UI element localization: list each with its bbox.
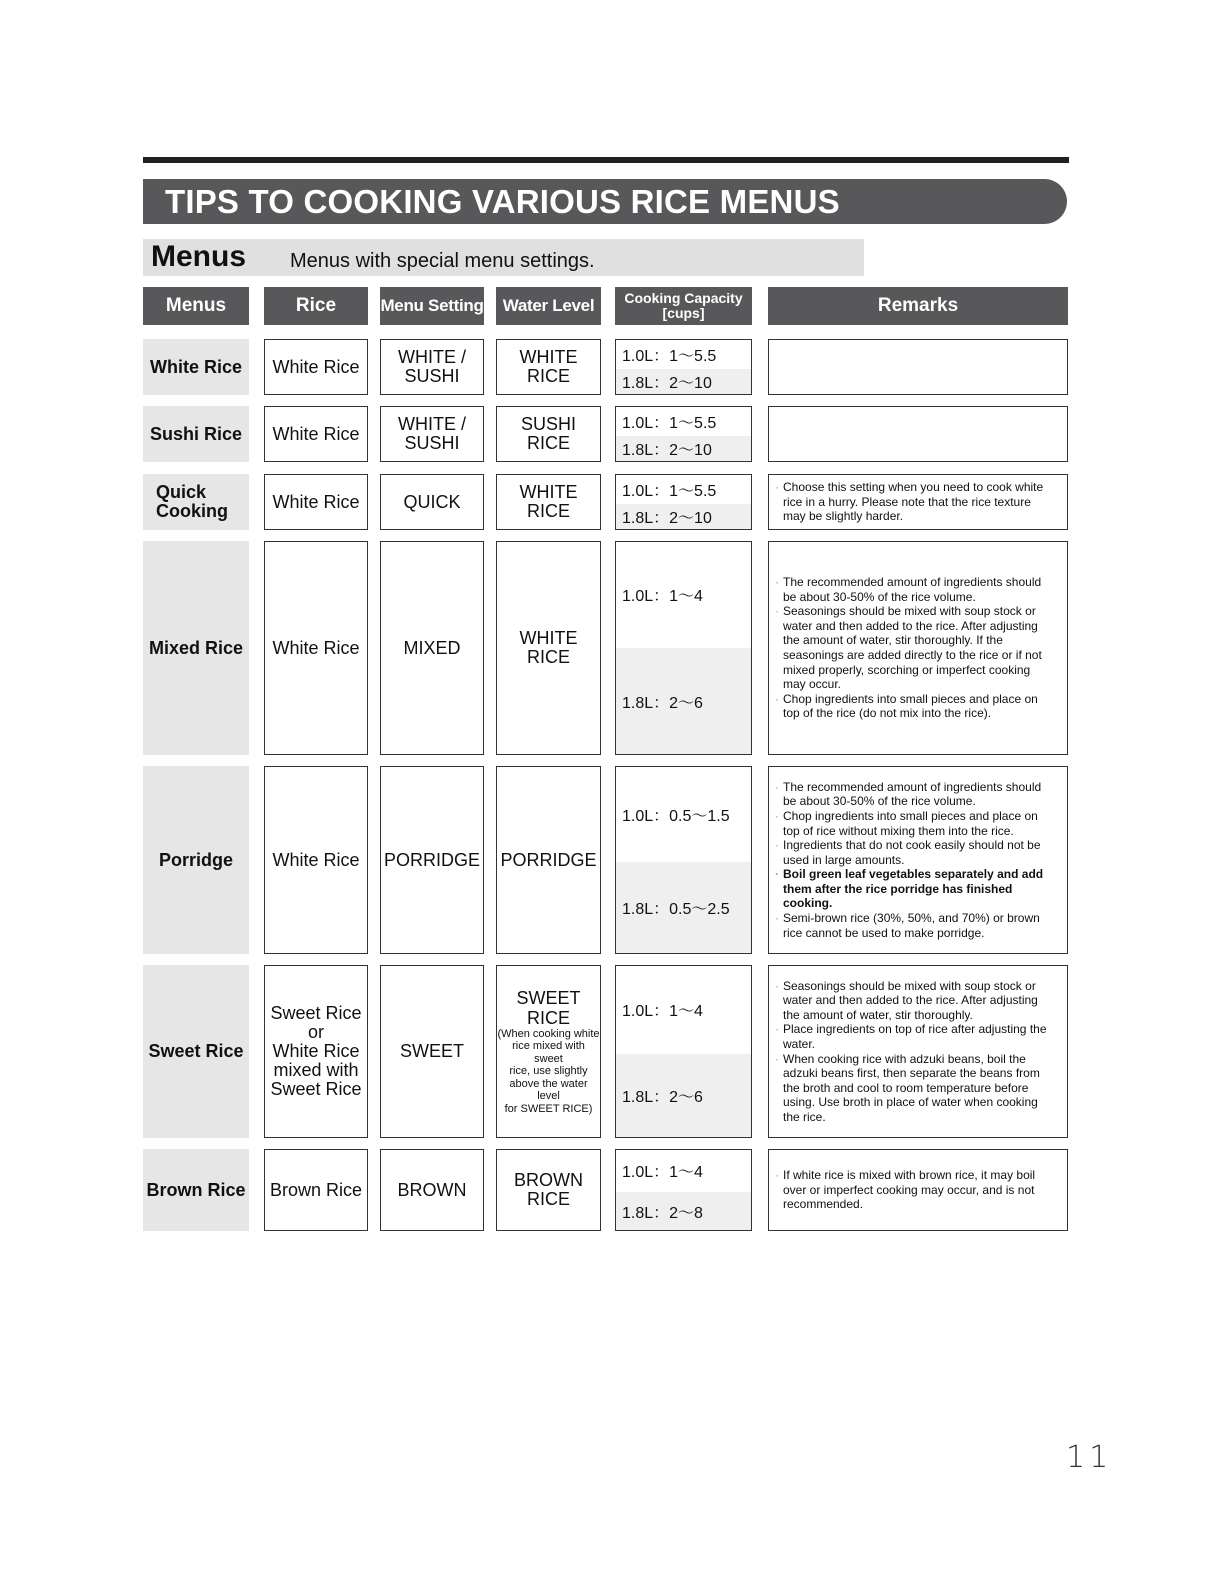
rice-type-line: or: [307, 1022, 324, 1042]
water-level: SUSHI RICE: [496, 406, 601, 462]
cooking-capacity: [615, 965, 752, 1138]
water-level-label: SWEET RICE: [516, 987, 581, 1028]
remark-item: · Seasonings should be mixed with soup stock or water and then added to the rice. After adjusting the amount of water, stir thoroughly.: [783, 979, 1055, 1023]
rice-type-line: Sweet Rice: [270, 1003, 362, 1023]
water-level: WHITE RICE: [496, 339, 601, 395]
water-level: [496, 965, 601, 1138]
remark-item: · The recommended amount of ingredients should be about 30-50% of the rice volume.: [783, 575, 1055, 604]
menu-name: White Rice: [143, 339, 249, 395]
rice-type-line: Sweet Rice: [270, 1079, 362, 1099]
capacity-1-8l: 1.8L：0.5～2.5: [616, 862, 751, 953]
capacity-1-0l: 1.0L：1～4: [616, 1150, 751, 1191]
rice-type: White Rice: [264, 541, 368, 755]
rice-type: White Rice: [264, 474, 368, 530]
menu-setting: BROWN: [380, 1149, 484, 1231]
cooking-capacity: [615, 474, 752, 530]
capacity-1-0l: 1.0L：1～5.5: [616, 340, 751, 368]
header-water-level: Water Level: [496, 287, 601, 325]
capacity-1-8l: 1.8L：2～6: [616, 1054, 751, 1137]
menu-setting-line: WHITE /: [398, 414, 466, 434]
water-level: WHITE RICE: [496, 474, 601, 530]
header-cooking-capacity: [615, 287, 752, 325]
cooking-capacity: [615, 1149, 752, 1231]
capacity-1-8l: 1.8L：2～10: [616, 436, 751, 461]
capacity-1-8l: 1.8L：2～10: [616, 504, 751, 529]
menu-setting: [380, 339, 484, 395]
remark-item: · Seasonings should be mixed with soup stock or water and then added to the rice. After adjusting the amount of water, stir thoroughly. If the seasonings are added directly to the rice or if not mixed properly, scorching or imperfect cooking may occur.: [783, 604, 1055, 692]
remark-item: · Place ingredients on top of rice after adjusting the water.: [783, 1022, 1055, 1051]
capacity-1-0l: 1.0L：1～5.5: [616, 475, 751, 503]
remarks: [768, 339, 1068, 395]
menu-name: Porridge: [143, 766, 249, 954]
remarks: [768, 965, 1068, 1138]
remark-item: · If white rice is mixed with brown rice, it may boil over or imperfect cooking may occur, and is not recommended.: [783, 1168, 1055, 1212]
remark-item: · Chop ingredients into small pieces and place on top of the rice (do not mix into the rice).: [783, 692, 1055, 721]
menu-setting-line: SUSHI: [404, 366, 460, 386]
menu-setting: [380, 406, 484, 462]
capacity-1-0l: 1.0L：1～4: [616, 966, 751, 1053]
water-level-note: [497, 1028, 600, 1116]
menu-name: Mixed Rice: [143, 541, 249, 755]
menu-setting: PORRIDGE: [380, 766, 484, 954]
header-menu-setting: Menu Setting: [380, 287, 484, 325]
remarks: [768, 406, 1068, 462]
cooking-capacity: [615, 766, 752, 954]
cooking-capacity: [615, 541, 752, 755]
menu-setting-line: WHITE /: [398, 347, 466, 367]
capacity-1-8l: 1.8L：2～6: [616, 648, 751, 754]
water-level-note-line: above the water level: [509, 1077, 588, 1103]
rice-type: [264, 965, 368, 1138]
remark-item: · Boil green leaf vegetables separately and add them after the rice porridge has finished cooking.: [783, 867, 1055, 911]
rice-type: White Rice: [264, 766, 368, 954]
menu-name: Sweet Rice: [143, 965, 249, 1138]
subsection-title: Menus: [151, 240, 247, 273]
remarks: [768, 474, 1068, 530]
header-menus: Menus: [143, 287, 249, 325]
remarks: [768, 541, 1068, 755]
cooking-capacity: [615, 406, 752, 462]
water-level-note-line: rice mixed with sweet: [512, 1040, 585, 1065]
capacity-1-8l: 1.8L：2～8: [616, 1192, 751, 1230]
menu-name-line: Quick: [156, 482, 207, 502]
capacity-1-0l: 1.0L：0.5～1.5: [616, 767, 751, 861]
menu-name: Sushi Rice: [143, 406, 249, 462]
header-capacity-line2: [cups]: [662, 305, 705, 321]
menu-name: Brown Rice: [143, 1149, 249, 1231]
remarks: [768, 1149, 1068, 1231]
remark-item: · Ingredients that do not cook easily should not be used in large amounts.: [783, 838, 1055, 867]
remark-item: · When cooking rice with adzuki beans, boil the adzuki beans first, then separate the beans from the broth and cool to room temperature before using. Use broth in place of water when cooking the rice.: [783, 1052, 1055, 1125]
remark-item: · The recommended amount of ingredients should be about 30-50% of the rice volume.: [783, 780, 1055, 809]
remark-item: · Choose this setting when you need to cook white rice in a hurry. Please note that the rice texture may be slightly harder.: [783, 480, 1055, 524]
menu-name: [143, 474, 249, 530]
cooking-capacity: [615, 339, 752, 395]
water-level: PORRIDGE: [496, 766, 601, 954]
menu-name-line: Cooking: [156, 501, 228, 521]
menu-setting: MIXED: [380, 541, 484, 755]
rice-type-line: mixed with: [273, 1060, 359, 1080]
water-level: WHITE RICE: [496, 541, 601, 755]
top-rule: [143, 157, 1069, 163]
menu-setting: SWEET: [380, 965, 484, 1138]
header-rice: Rice: [264, 287, 368, 325]
page-number: 11: [1066, 1440, 1113, 1475]
header-capacity-line1: Cooking Capacity: [624, 290, 743, 306]
rice-type: White Rice: [264, 406, 368, 462]
water-level-note-line: (When cooking white: [497, 1027, 600, 1040]
water-level-note-line: for SWEET RICE): [504, 1102, 593, 1115]
capacity-1-0l: 1.0L：1～4: [616, 542, 751, 647]
rice-type-line: White Rice: [272, 1041, 360, 1061]
rice-type: Brown Rice: [264, 1149, 368, 1231]
header-remarks: Remarks: [768, 287, 1068, 325]
page-title: TIPS TO COOKING VARIOUS RICE MENUS: [143, 179, 1067, 224]
subsection-description: Menus with special menu settings.: [290, 250, 595, 272]
remark-item: · Chop ingredients into small pieces and place on top of rice without mixing them into the rice.: [783, 809, 1055, 838]
remark-item: · Semi-brown rice (30%, 50%, and 70%) or brown rice cannot be used to make porridge.: [783, 911, 1055, 940]
water-level-note-line: rice, use slightly: [509, 1065, 588, 1078]
rice-type: White Rice: [264, 339, 368, 395]
water-level: BROWN RICE: [496, 1149, 601, 1231]
menu-setting-line: SUSHI: [404, 433, 460, 453]
menu-setting: QUICK: [380, 474, 484, 530]
capacity-1-0l: 1.0L：1～5.5: [616, 407, 751, 435]
capacity-1-8l: 1.8L：2～10: [616, 369, 751, 394]
remarks: [768, 766, 1068, 954]
